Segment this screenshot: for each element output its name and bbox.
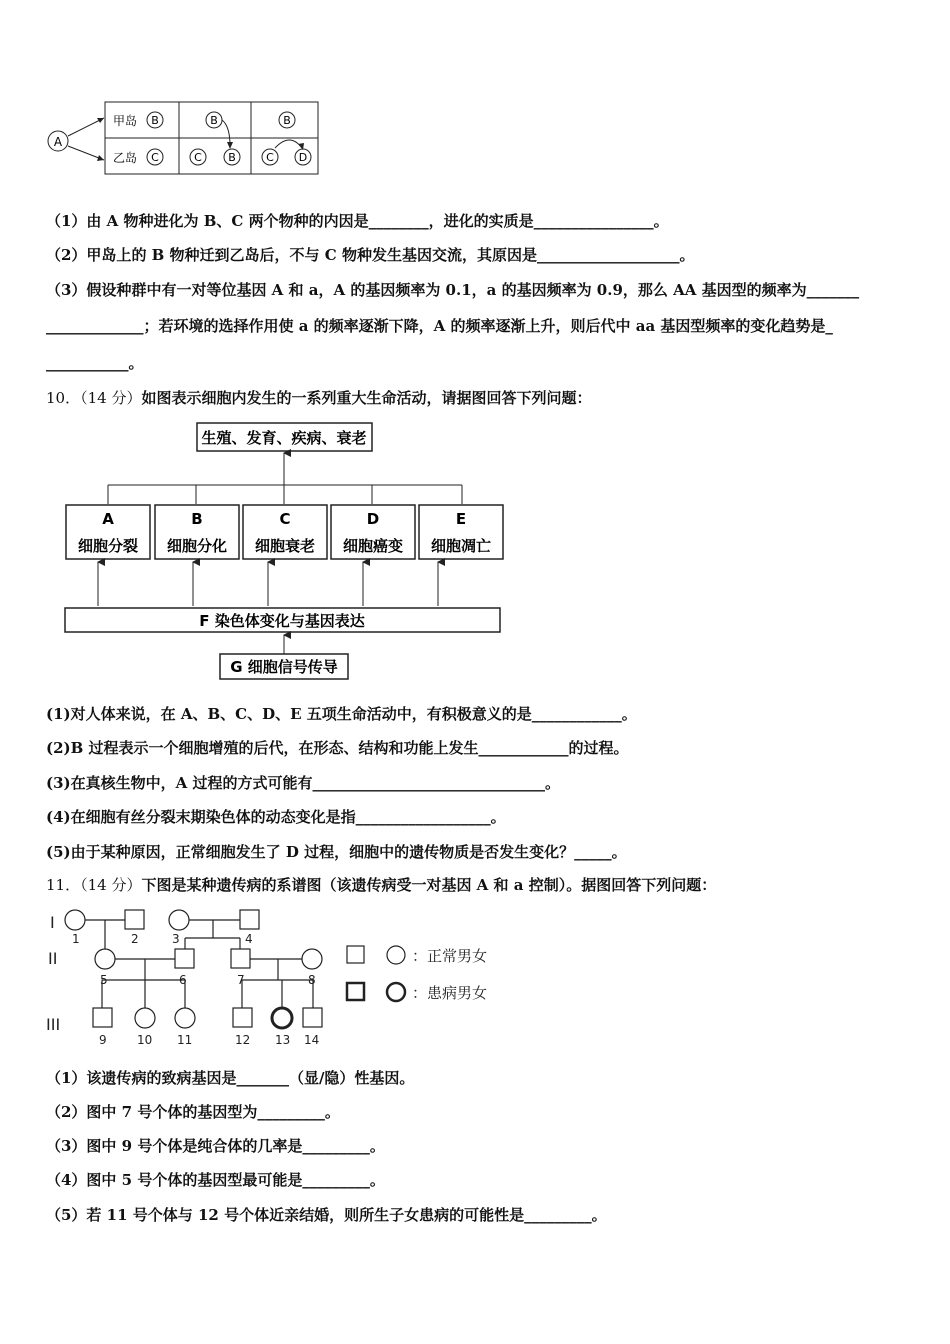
svg-text:细胞癌变: 细胞癌变	[342, 537, 404, 555]
gen-2-label: II	[48, 949, 58, 968]
svg-text:B: B	[283, 114, 291, 127]
svg-text:D: D	[366, 510, 380, 528]
species-a-label: A	[53, 135, 63, 149]
svg-text:4: 4	[245, 932, 253, 946]
q11-line-3: （3）图中 9 号个体是纯合体的几率是_________。	[46, 1137, 385, 1155]
svg-text:3: 3	[172, 932, 180, 946]
q9-line-2: （2）甲岛上的 B 物种迁到乙岛后，不与 C 物种发生基因交流，其原因是___________________。	[46, 246, 695, 264]
box-a	[66, 505, 150, 559]
q10-line-1: (1)对人体来说，在 A、B、C、D、E 五项生命活动中，有积极意义的是____________。	[46, 705, 637, 723]
island-yi-label: 乙岛	[113, 151, 138, 165]
q10-line-5: (5)由于某种原因，正常细胞发生了 D 过程，细胞中的遗传物质是否发生变化？_____。	[46, 843, 627, 861]
q10-line-3: (3)在真核生物中，A 过程的方式可能有_______________________________。	[46, 774, 560, 792]
svg-text:6: 6	[179, 973, 187, 987]
svg-text:C: C	[151, 151, 159, 164]
svg-text:细胞分化: 细胞分化	[166, 537, 228, 555]
q11-line-4: （4）图中 5 号个体的基因型最可能是_________。	[46, 1171, 385, 1189]
svg-text:B: B	[191, 510, 203, 528]
q9-line-5: ___________。	[46, 354, 144, 372]
legend-affected: ：患病男女	[412, 984, 488, 1002]
svg-text:1: 1	[72, 932, 80, 946]
legend-normal: ：正常男女	[412, 947, 488, 965]
svg-text:13: 13	[275, 1033, 291, 1047]
island-jia-label: 甲岛	[113, 114, 138, 128]
box-c	[243, 505, 327, 559]
pedigree-chart	[40, 900, 520, 1052]
svg-text:D: D	[298, 151, 308, 164]
svg-text:11: 11	[177, 1033, 193, 1047]
svg-text:7: 7	[237, 973, 245, 987]
q10-stem: 如图表示细胞内发生的一系列重大生命活动，请据图回答下列问题：	[141, 389, 592, 407]
q10-line-2: (2)B 过程表示一个细胞增殖的后代，在形态、结构和功能上发生____________的过程。	[46, 739, 629, 757]
svg-text:8: 8	[308, 973, 316, 987]
box-b	[155, 505, 239, 559]
svg-text:E: E	[455, 510, 467, 528]
speciation-diagram	[40, 96, 330, 182]
q11-number: 11．（14 分）	[46, 876, 142, 894]
top-box-label: 生殖、发育、疾病、衰老	[201, 429, 367, 447]
svg-text:细胞衰老: 细胞衰老	[254, 537, 316, 555]
q9-line-3: （3）假设种群中有一对等位基因 A 和 a，A 的基因频率为 0.1，a 的基因频率为 0.9，那么 AA 基因型的频率为_______	[46, 281, 860, 299]
g-box-label: G 细胞信号传导	[230, 658, 338, 676]
svg-text:B: B	[151, 114, 159, 127]
box-d	[331, 505, 415, 559]
svg-text:C: C	[266, 151, 274, 164]
svg-text:14: 14	[304, 1033, 320, 1047]
q11-line-1: （1）该遗传病的致病基因是_______（显/隐）性基因。	[46, 1069, 415, 1087]
box-e	[419, 505, 503, 559]
svg-text:9: 9	[99, 1033, 107, 1047]
gen-3-label: III	[46, 1015, 61, 1034]
svg-text:细胞凋亡: 细胞凋亡	[430, 537, 492, 555]
q9-line-4: _____________；若环境的选择作用使 a 的频率逐渐下降，A 的频率逐渐上升，则后代中 aa 基因型频率的变化趋势是_	[46, 317, 833, 335]
svg-text:12: 12	[235, 1033, 251, 1047]
q11-stem: 下图是某种遗传病的系谱图（该遗传病受一对基因 A 和 a 控制）。据图回答下列问题：	[141, 876, 717, 894]
gen-1-label: I	[50, 913, 55, 932]
svg-text:B: B	[228, 151, 236, 164]
q9-line-1: （1）由 A 物种进化为 B、C 两个物种的内因是________，进化的实质是________________。	[46, 212, 669, 230]
svg-text:C: C	[279, 510, 291, 528]
q10-number: 10．（14 分）	[46, 389, 142, 407]
svg-text:C: C	[194, 151, 202, 164]
q11-line-5: （5）若 11 号个体与 12 号个体近亲结婚，则所生子女患病的可能性是_________。	[46, 1206, 607, 1224]
svg-text:5: 5	[100, 973, 108, 987]
q11-heading	[46, 875, 716, 895]
cell-activity-diagram	[60, 420, 510, 682]
svg-text:B: B	[210, 114, 218, 127]
q11-line-2: （2）图中 7 号个体的基因型为_________。	[46, 1103, 340, 1121]
q10-line-4: (4)在细胞有丝分裂末期染色体的动态变化是指__________________。	[46, 808, 506, 826]
q10-heading	[46, 388, 591, 408]
svg-text:A: A	[102, 510, 114, 528]
svg-text:2: 2	[131, 932, 139, 946]
svg-text:细胞分裂: 细胞分裂	[77, 537, 139, 555]
f-bar-label: F 染色体变化与基因表达	[199, 612, 365, 630]
svg-text:10: 10	[137, 1033, 153, 1047]
